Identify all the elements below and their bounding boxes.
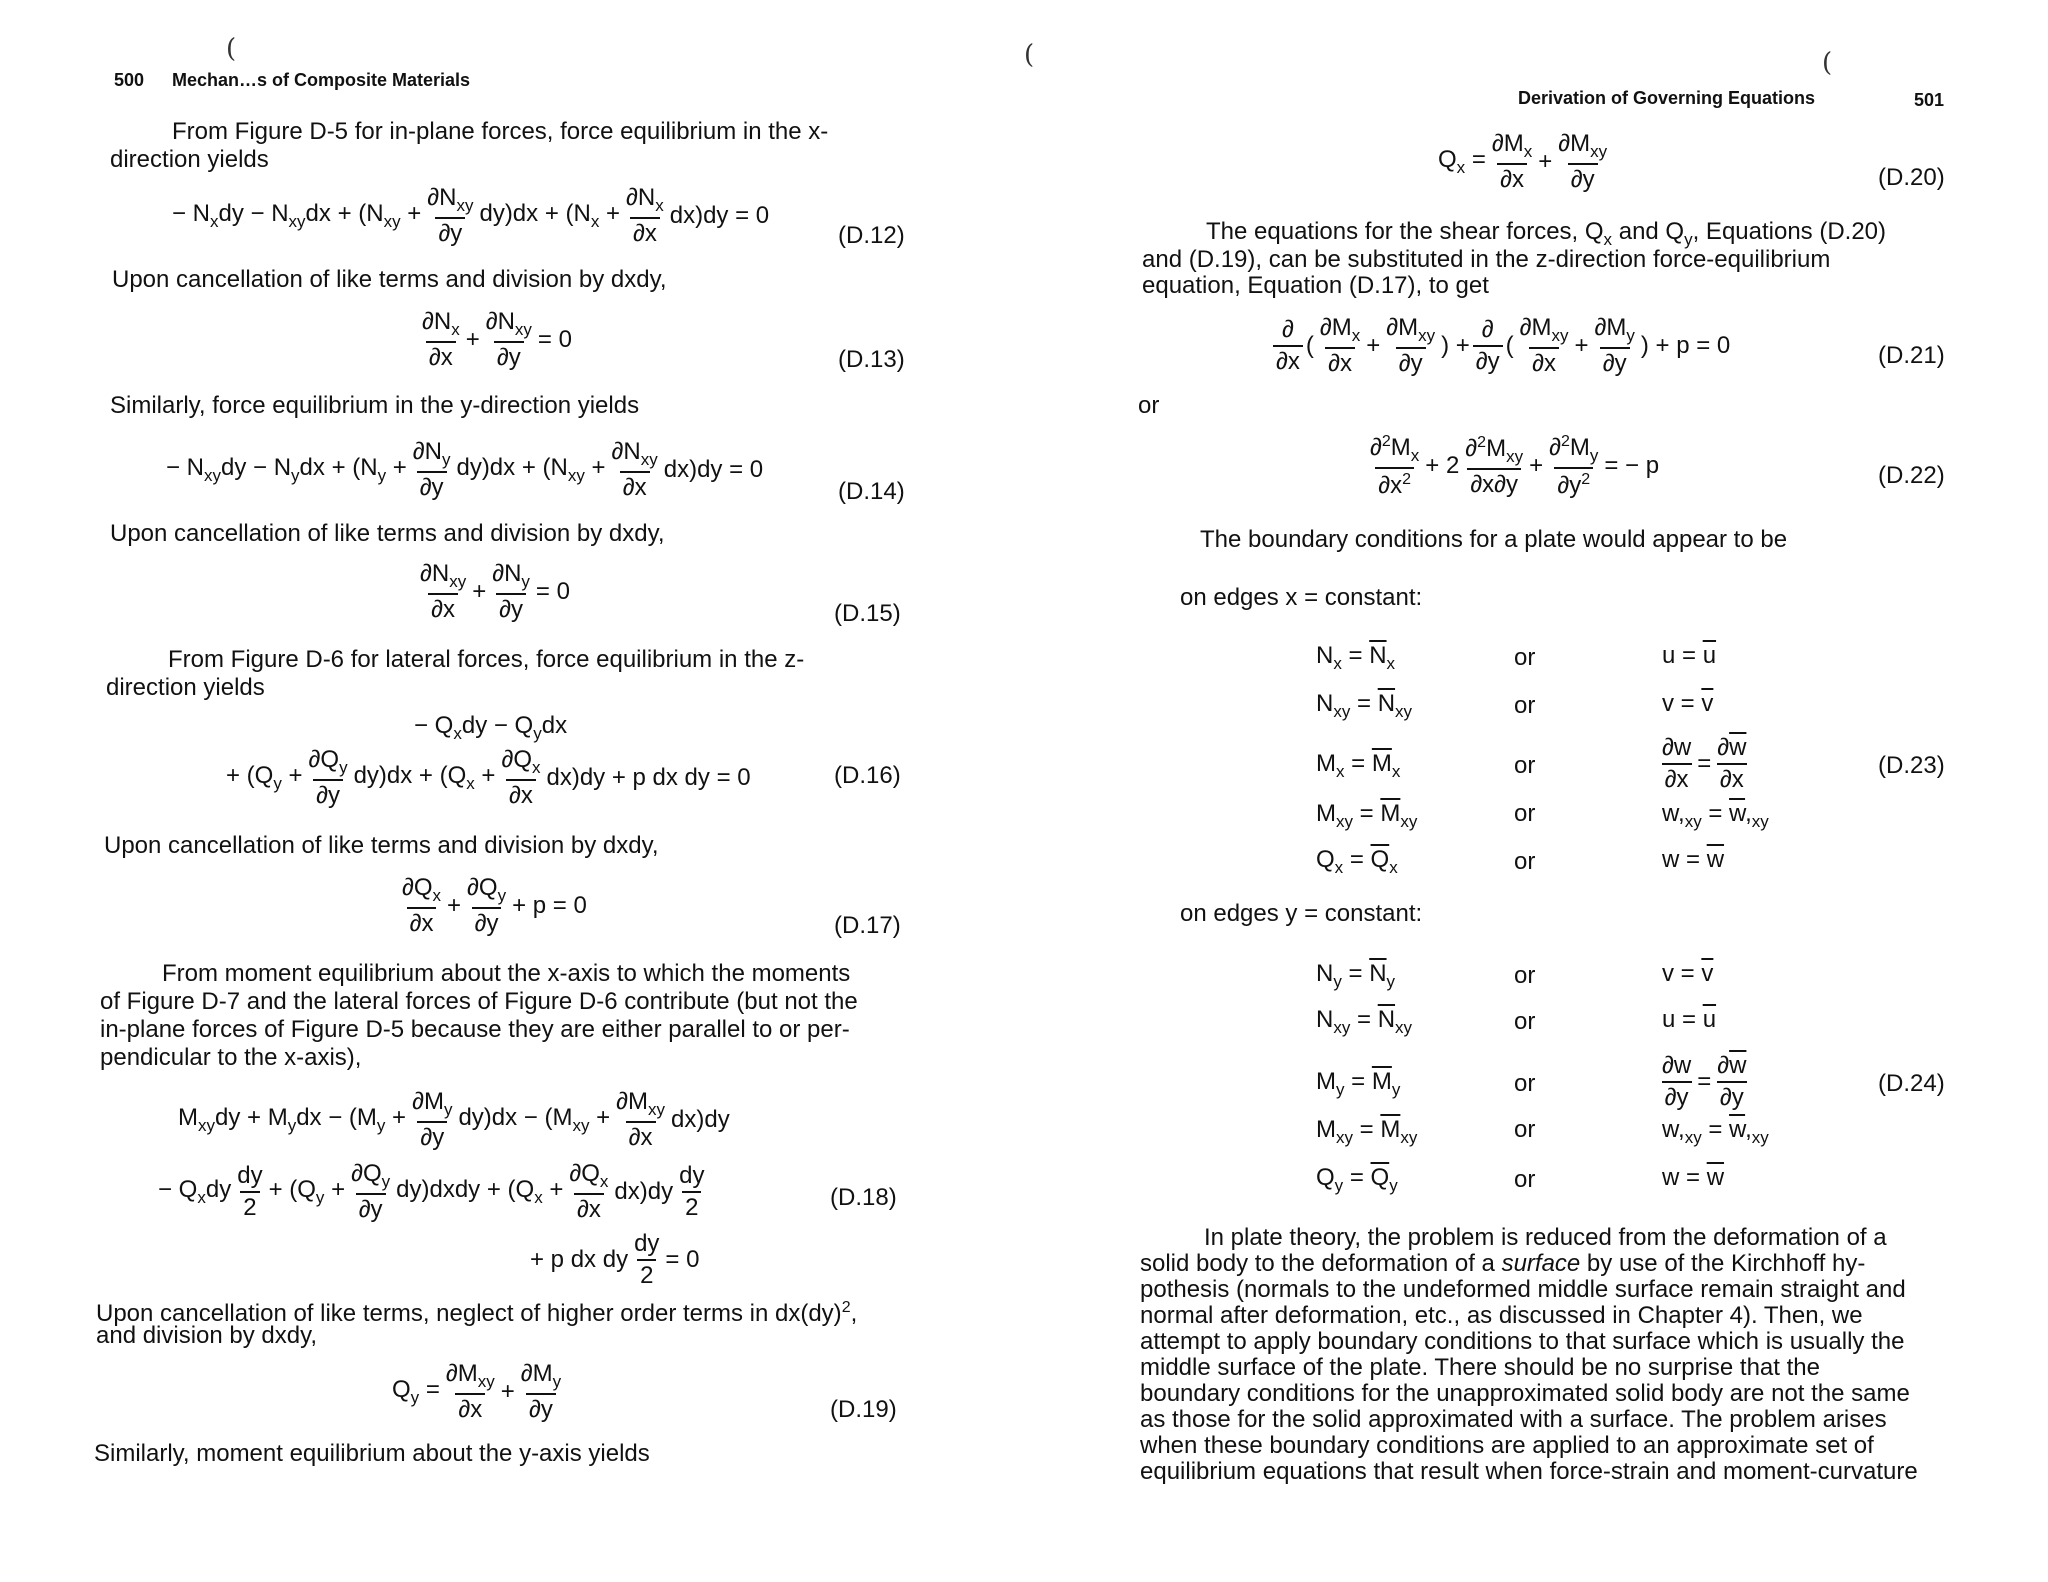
or-label: or (1514, 848, 1536, 875)
bc-row: $\frac{\partial w}{\partial x}$ = $\frac{\partial\overline{w}}{\partial x}$ (1662, 734, 1747, 793)
equation-d17: $\frac{\partial Q_x}{\partial x}$ + $\frac{\partial Q_y}{\partial y}$ + p = 0 (402, 874, 587, 937)
equation-d18-line3: + p dx dy $\frac{dy}{2}$ = 0 (530, 1230, 700, 1289)
or-label: or (1514, 1116, 1536, 1143)
paragraph-line: attempt to apply boundary conditions to that surface which is usually the (1140, 1328, 1905, 1355)
equation-d16-line1: − $Q_xdy - Q_ydx$ (414, 712, 568, 743)
pencil-mark: ( (1024, 40, 1035, 70)
equation-d14: − $N_{xy}dy - N_ydx + (N_y$ + $\frac{\partial N_y}{\partial y}$ $dy)dx + (N_{xy}$ + $\frac{\partial N_{xy}}{\partial x}$ dx)dy = 0 (166, 438, 764, 501)
equation-d18-line1: $M_{xy}dy + M_ydx - (M_y$ + $\frac{\partial M_y}{\partial y}$ $dy)dx - (M_{xy}$ + $\frac{\partial M_{xy}}{\partial x}$ dx)dy (178, 1088, 730, 1151)
paragraph-line: The boundary conditions for a plate would appear to be (1200, 526, 1788, 553)
equation-number: (D.17) (834, 912, 901, 939)
paragraph-line: Similarly, force equilibrium in the y-direction yields (110, 392, 640, 419)
bc-row: $N_x = \overline{N}_x$ (1316, 642, 1396, 673)
bc-row: $u = \overline{u}$ (1662, 1006, 1717, 1033)
bc-row: $w = \overline{w}$ (1662, 1164, 1725, 1191)
left-running-title: Mechan…s of Composite Materials (172, 70, 471, 90)
or-label: or (1514, 800, 1536, 827)
bc-row: $N_y = \overline{N}_y$ (1316, 960, 1396, 991)
right-running-title: Derivation of Governing Equations (1518, 88, 1816, 108)
or-label: or (1514, 692, 1536, 719)
bc-row: $M_{xy} = \overline{M}_{xy}$ (1316, 1116, 1418, 1147)
bc-row: $v = \overline{v}$ (1662, 960, 1714, 987)
paragraph-line: direction yields (106, 674, 265, 701)
bc-row: $N_{xy} = \overline{N}_{xy}$ (1316, 690, 1413, 721)
paragraph-line: Upon cancellation of like terms and division by dxdy, (104, 832, 659, 859)
edges-y-heading: on edges y = constant: (1180, 900, 1423, 927)
paragraph-line: Upon cancellation of like terms, neglect of higher order terms in dx(dy)$^2$, (96, 1299, 858, 1327)
equation-number: (D.13) (838, 346, 905, 373)
bc-row: $Q_x = \overline{Q}_x$ (1316, 846, 1398, 877)
right-page (1030, 0, 2048, 1582)
paragraph-line: pendicular to the x-axis), (100, 1044, 362, 1071)
paragraph-line: as those for the solid approximated with a surface. The problem arises (1140, 1406, 1887, 1433)
or-label: or (1514, 752, 1536, 779)
bc-row: $Q_y = \overline{Q}_y$ (1316, 1164, 1398, 1195)
equation-d13: $\frac{\partial N_x}{\partial x}$ + $\frac{\partial N_{xy}}{\partial y}$ = 0 (422, 308, 572, 371)
paragraph-line: of Figure D-7 and the lateral forces of Figure D-6 contribute (but not the (100, 988, 858, 1015)
bc-row: $\frac{\partial w}{\partial y}$ = $\frac{\partial\overline{w}}{\partial y}$ (1662, 1052, 1747, 1111)
bc-row: $M_x = \overline{M}_x$ (1316, 750, 1401, 781)
right-page-number: 501 (1914, 90, 1945, 110)
or-label: or (1514, 644, 1536, 671)
equation-number: (D.15) (834, 600, 901, 627)
paragraph-line: and division by dxdy, (96, 1322, 318, 1349)
equation-number: (D.21) (1878, 342, 1945, 369)
equation-number: (D.22) (1878, 462, 1945, 489)
paragraph-line: Similarly, moment equilibrium about the y-axis yields (94, 1440, 650, 1467)
paragraph-line: From moment equilibrium about the x-axis to which the moments (162, 960, 851, 987)
paragraph-line: In plate theory, the problem is reduced from the deformation of a (1204, 1224, 1887, 1251)
equation-number: (D.19) (830, 1396, 897, 1423)
equation-d19: $Q_y$ = $\frac{\partial M_{xy}}{\partial x}$ + $\frac{\partial M_y}{\partial y}$ (392, 1360, 562, 1423)
equation-d20: $Q_x$ = $\frac{\partial M_x}{\partial x}$ + $\frac{\partial M_{xy}}{\partial y}$ (1438, 130, 1608, 193)
equation-number: (D.16) (834, 762, 901, 789)
paragraph-line: pothesis (normals to the undeformed middle surface remain straight and (1140, 1276, 1906, 1303)
paragraph-line: Upon cancellation of like terms and division by dxdy, (110, 520, 665, 547)
equation-d18-line2: − $Q_xdy$ $\frac{dy}{2}$ + ($Q_y$ + $\frac{\partial Q_y}{\partial y}$ dy)dxdy + ($Q_x$ + $\frac{\partial Q_x}{\partial x}$ dx)dy $\frac{dy}{2}$ (158, 1160, 705, 1223)
equation-d15: $\frac{\partial N_{xy}}{\partial x}$ + $\frac{\partial N_y}{\partial y}$ = 0 (420, 560, 570, 623)
equation-d16-line2: + ($Q_y$ + $\frac{\partial Q_y}{\partial y}$ $dy)dx + (Q_x$ + $\frac{\partial Q_x}{\partial x}$ dx)dy + p dx dy = 0 (226, 746, 751, 809)
bc-row: $N_{xy} = \overline{N}_{xy}$ (1316, 1006, 1413, 1037)
paragraph-line: equilibrium equations that result when force-strain and moment-curvature (1140, 1458, 1918, 1485)
equation-number: (D.12) (838, 222, 905, 249)
equation-d22: $\frac{\partial^2M_x}{\partial x^2}$ + 2 $\frac{\partial^2M_{xy}}{\partial x\partial y}$ + $\frac{\partial^2M_y}{\partial y^2}$ = − p (1370, 433, 1660, 499)
paragraph-line: From Figure D-5 for in-plane forces, force equilibrium in the x- (172, 118, 829, 145)
bc-row: $w,_{xy} = \overline{w},_{xy}$ (1662, 1116, 1769, 1147)
paragraph-line: direction yields (110, 146, 269, 173)
paragraph-line: boundary conditions for the unapproximated solid body are not the same (1140, 1380, 1910, 1407)
equation-number: (D.18) (830, 1184, 897, 1211)
paragraph-line: normal after deformation, etc., as discussed in Chapter 4). Then, we (1140, 1302, 1863, 1329)
paragraph-line: in-plane forces of Figure D-5 because they are either parallel to or per- (100, 1016, 850, 1043)
equation-d12: − $N_xdy - N_{xy}dx + (N_{xy}$ + $\frac{\partial N_{xy}}{\partial y}$ $dy)dx + (N_x$ + $\frac{\partial N_x}{\partial x}$ dx)dy = 0 (172, 184, 770, 247)
or-label: or (1514, 1070, 1536, 1097)
bc-row: $w = \overline{w}$ (1662, 846, 1725, 873)
pencil-mark: ( (1822, 48, 1833, 78)
bc-row: $v = \overline{v}$ (1662, 690, 1714, 717)
edges-x-heading: on edges x = constant: (1180, 584, 1423, 611)
equation-number: (D.14) (838, 478, 905, 505)
bc-row: $u = \overline{u}$ (1662, 642, 1717, 669)
equation-number: (D.20) (1878, 164, 1945, 191)
or-label: or (1514, 1008, 1536, 1035)
pencil-mark: ( (226, 34, 237, 64)
bc-row: $w,_{xy} = \overline{w},_{xy}$ (1662, 800, 1769, 831)
or-label: or (1138, 392, 1160, 419)
paragraph-line: Upon cancellation of like terms and division by dxdy, (112, 266, 667, 293)
equation-d21: $\frac{\partial}{\partial x}$ ( $\frac{\partial M_x}{\partial x}$ + $\frac{\partial M_{xy}}{\partial y}$ ) + $\frac{\partial}{\partial y}$ ( $\frac{\partial M_{xy}}{\partial x}$ + $\frac{\partial M_y}{\partial y}$ ) + p = 0 (1270, 316, 1730, 376)
equation-number: (D.23) (1878, 752, 1945, 779)
left-page-number: 500 (114, 70, 145, 90)
paragraph-line: when these boundary conditions are applied to an approximate set of (1140, 1432, 1874, 1459)
or-label: or (1514, 1166, 1536, 1193)
paragraph-line: and (D.19), can be substituted in the z-direction force-equilibrium (1142, 246, 1831, 273)
or-label: or (1514, 962, 1536, 989)
paragraph-line: solid body to the deformation of a surface by use of the Kirchhoff hy- (1140, 1250, 1866, 1277)
paragraph-line: The equations for the shear forces, $Q_x$ and $Q_y$, Equations (D.20) (1206, 218, 1887, 249)
paragraph-line: From Figure D-6 for lateral forces, force equilibrium in the z- (168, 646, 805, 673)
bc-row: $M_{xy} = \overline{M}_{xy}$ (1316, 800, 1418, 831)
equation-number: (D.24) (1878, 1070, 1945, 1097)
paragraph-line: equation, Equation (D.17), to get (1142, 272, 1489, 299)
paragraph-line: middle surface of the plate. There should be no surprise that the (1140, 1354, 1820, 1381)
bc-row: $M_y = \overline{M}_y$ (1316, 1068, 1401, 1099)
